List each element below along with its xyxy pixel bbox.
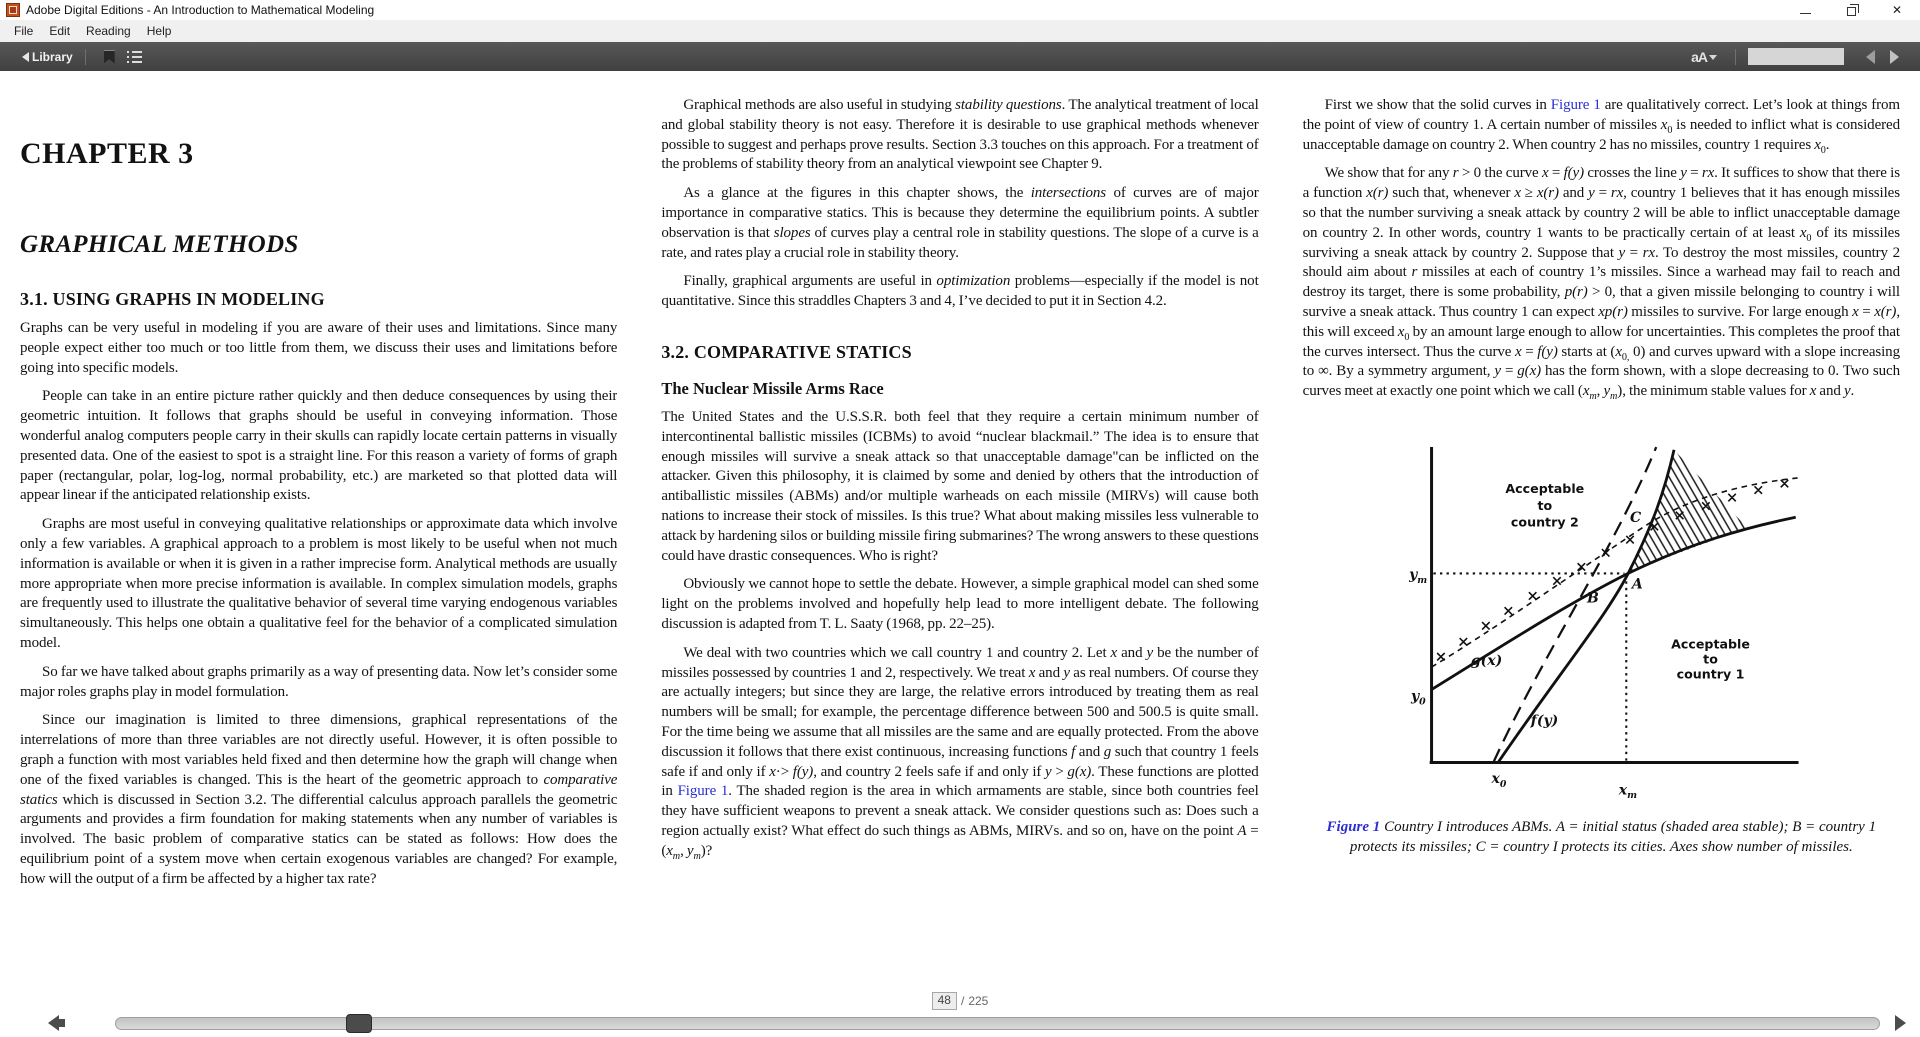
page-forward-arrow[interactable] — [1895, 1015, 1906, 1031]
bookmark-button[interactable] — [98, 44, 121, 70]
figure-1-plot — [1381, 416, 1821, 807]
figure-link[interactable]: Figure 1 — [1326, 818, 1381, 835]
slider-bar — [0, 1012, 1920, 1037]
menu-edit[interactable]: Edit — [49, 24, 71, 38]
menu-help[interactable]: Help — [146, 24, 172, 38]
heading: GRAPHICAL METHODS — [20, 231, 299, 258]
figure-1-svg — [1381, 416, 1821, 802]
paragraph: We deal with two countries which we call country 1 and country 2. Let x and y be the number of missiles possessed by countries 1 and 2, respectively. We treat x and y as real numbers. Of course they are actually integers; but since they are large, the relative errors introduced by treating them as real numbers will be small; for example, the percentage difference between 500 and 500.5 is quite small. For the time being we assume that all missiles are the same and are equally protected. From the above discussion it follows that there exist continuous, increasing functions f and g such that country 1 feels safe if and only if x·> f(y), and country 2 feels safe if and only if y > g(x). These functions are plotted in Figure 1. The shaded region is the area in which armaments are stable, since both countries feel they have sufficient weapons to prevent a sneak attack. We consider questions such as: Does such a region actually exist? What effect do such things as ABMs, MIRVs. and so on, have on the point $A = (x_m$, $y_m$)? — [661, 644, 1259, 862]
heading: 3.2. COMPARATIVE STATICS — [661, 341, 912, 362]
paragraph: As a glance at the figures in this chapter shows, the intersections of curves are of major importance in comparative statics. This is because they determine the equilibrium points. A subtler observation is that slopes of curves play a central role in stability questions. The slope of a curve is a rate, and rates play a crucial role in stability theory. — [661, 185, 1259, 261]
heading: The Nuclear Missile Arms Race — [661, 378, 884, 398]
paragraph: Graphs can be very useful in modeling if you are aware of their uses and limitations. Since many people expect either too much or too little from them, we discuss their uses and limitations before going into specific models. — [20, 320, 618, 376]
f-curve-label: f(y) — [1531, 713, 1559, 730]
figure-link[interactable]: Figure 1 — [1550, 97, 1601, 113]
paragraph: We show that for any r > 0 the curve x = f(y) crosses the line y = rx. It suffices to show that there is a function x(r) such that, whenever x ≥ x(r) and y = rx, country 1 believes that it has enough missiles so that the number surviving a sneak attack by country 2 will be able to inflict unacceptable damage on country 2. In other words, country 1 wants to be practically certain of at least $x_0$ of its missiles surviving a sneak attack by country 2. Suppose that y = rx. To destroy the most missiles, country 2 should aim about r missiles at each of country 1’s missiles. Since a warhead may fail to reach and destroy its target, there is some probability, p(r) > 0, that a given missile belonging to country i will survive a sneak attack. Thus country 1 can expect xp(r) missiles to survive. For large enough x = x(r), this will exceed $x_0$ by an amount large enough to allow for uncertainties. This completes the proof that the curves intersect. Thus the curve x = f(y) starts at ($x_{0,}$ 0) and curves upward with a slope increasing to ∞. By a symmetry argument, y = g(x) has the form shown, with a slope decreasing to 0. Two such curves meet at exactly one point which we call ($x_m$, $y_m$), the minimum stable values for x and y. — [1302, 165, 1900, 403]
page-separator: / — [960, 994, 965, 1008]
app-icon-glyph — [9, 6, 17, 14]
figure-link[interactable]: Figure 1 — [677, 783, 729, 800]
paragraph: Obviously we cannot hope to settle the debate. However, a simple graphical model can shed some light on the problems involved and hopefully help lead to more intelligent debate. The following discussion is adapted from T. L. Saaty (1968, pp. 22–25). — [661, 576, 1259, 632]
paragraph: Since our imagination is limited to three dimensions, graphical representations of the interrelations of more than three variables are not directly useful. However, it is often possible to graph a function with most variables held fixed and then determine how the graph will change when one of the fixed variables is changed. This is the heart of the geometric approach to comparative statics which is discussed in Section 3.2. The differential calculus approach parallels the geometric arguments and provides a firm foundation for making statements when any number of variables is involved. The basic problem of comparative statics can be stated as follows: How does the equilibrium point of a system move when certain exogenous variables are changed? For example, how will the output of a firm be affected by a higher tax rate? — [20, 712, 618, 887]
acceptable-country1-label: Acceptable — [1671, 636, 1751, 652]
svg-text:country 2: country 2 — [1511, 514, 1580, 530]
menu-file[interactable]: File — [14, 24, 34, 38]
page-bar — [0, 990, 1920, 1012]
close-button[interactable] — [1874, 0, 1920, 20]
chevron-down-icon — [1709, 55, 1717, 64]
page-total: 225 — [968, 994, 989, 1008]
paragraph: First we show that the solid curves in Figure 1 are qualitatively correct. Let’s look at things from the point of view of country 1. A certain number of missiles $x_0$ is needed to inflict what is considered unacceptable damage on country 2. When country 2 has no missiles, country 1 requires $x_0$. — [1302, 97, 1900, 156]
menu-bar — [0, 20, 1920, 42]
search-input[interactable] — [1748, 48, 1844, 65]
library-button[interactable] — [22, 50, 73, 64]
minimize-button[interactable] — [1782, 0, 1828, 20]
text-column-3 — [1303, 87, 1900, 990]
paragraph: So far we have talked about graphs primarily as a way of presenting data. Now let’s consider some major roles graphs play in model formulation. — [20, 663, 618, 700]
paragraph: Graphs are most useful in conveying qualitative relationships or approximate data which involve only a few variables. A graphical approach to a problem is most likely to be useful when not much information is available or when it is given in a rather imprecise form. Analytical methods are usually more appropriate when more precise information is available. In complex simulation models, graphs are frequently used to illustrate the qualitative behavior of several time varying endogenous variables simultaneously. This helps one obtain a qualitative feel for the behavior of a complicated simulation model. — [20, 516, 618, 651]
chevron-left-icon — [1866, 50, 1875, 64]
bookmark-icon — [104, 50, 115, 64]
window-controls — [1782, 0, 1920, 20]
page-slider-track[interactable] — [115, 1017, 1880, 1030]
minimize-icon — [1800, 13, 1811, 14]
app-icon — [6, 3, 20, 17]
chevron-right-icon — [1890, 50, 1899, 64]
window-title: Adobe Digital Editions - An Introduction to Mathematical Modeling — [26, 3, 375, 17]
library-button-label: Library — [32, 49, 73, 64]
figure-caption: Figure 1 Country I introduces ABMs. A = initial status (shaded area stable); B = country 1 protects its missiles; C = country I protects its cities. Axes show number of missiles. — [1326, 818, 1877, 856]
font-size-button[interactable] — [1685, 44, 1723, 70]
page-number-input[interactable]: 48 — [932, 992, 957, 1009]
font-size-icon: aA — [1691, 48, 1707, 65]
toc-list-icon — [127, 51, 142, 63]
y0-axis-label: $y_0$ — [1411, 688, 1426, 708]
point-c-label: C — [1630, 509, 1642, 526]
close-icon: ✕ — [1891, 3, 1903, 17]
menu-reading[interactable]: Reading — [86, 24, 131, 38]
point-b-label: B — [1587, 590, 1600, 607]
prev-page-button[interactable] — [1858, 45, 1882, 69]
text-column-2 — [661, 87, 1258, 990]
xm-axis-label: $x_m$ — [1619, 782, 1638, 802]
svg-text:country 1: country 1 — [1676, 666, 1745, 682]
paragraph: Graphical methods are also useful in studying stability questions. The analytical treatment of local and global stability theory is not easy. Therefore it is desirable to use graphical methods whenever possible to suggest and perhaps prove results. Section 3.3 touches on this approach. For a treatment of the problems of stability theory from an analytical viewpoint see Chapter 9. — [661, 97, 1259, 173]
restore-button[interactable] — [1828, 0, 1874, 20]
restore-icon — [1847, 7, 1856, 16]
svg-text:to: to — [1537, 497, 1553, 513]
arrow-left-icon — [48, 1015, 59, 1031]
x0-axis-label: $x_0$ — [1491, 771, 1507, 790]
toc-button[interactable] — [121, 44, 148, 70]
paragraph: People can take in an entire picture rather quickly and then deduce consequences by using their geometric intuition. It follows that graphs should be useful in conveying information. Those wonderful analog computers people carry in their skulls can rapidly locate certain patterns in visually presented data. One of the easiest to spot is a straight line. For this reason a variety of forms of graph paper (rectangular, polar, log-log, normal probability, etc.) are marketed so that plotted data will appear linear if the anticipated relationship exists. — [20, 388, 618, 504]
ym-axis-label: $y_m$ — [1409, 566, 1428, 586]
toolbar — [0, 42, 1920, 71]
paragraph: The United States and the U.S.S.R. both feel that they require a certain minimum number of intercontinental ballistic missiles (ICBMs) to avoid “nuclear blackmail.” The idea is to ensure that enough missiles will survive a sneak attack so that unacceptable damage"can be inflicted on the attacker. Given this philosophy, it is claimed by some and denied by others that the introduction of antiballistic missiles (ABMs) and/or multiple warheads on each missile (MIRVs) will cause both nations to increase their stock of missiles. Is this true? What about making missiles less vulnerable to attack by hardening silos or building missile firing submarines? The wrong answers to these questions could have drastic consequences. Who is right? — [661, 408, 1259, 564]
heading: 3.1. USING GRAPHS IN MODELING — [20, 289, 325, 309]
point-a-label: A — [1632, 576, 1644, 593]
back-arrow-icon — [22, 52, 29, 62]
heading: CHAPTER 3 — [20, 137, 194, 170]
title-bar — [0, 0, 1920, 20]
text-column-1 — [20, 87, 617, 990]
paragraph: Finally, graphical arguments are useful in optimization problems—especially if the model is not quantitative. Since this straddles Chapters 3 and 4, I’ve decided to put it in Section 4.2. — [661, 273, 1259, 310]
toolbar-divider — [85, 49, 86, 65]
book-page — [0, 71, 1920, 990]
acceptable-country2-label: Acceptable — [1505, 480, 1585, 496]
g-curve-label: g(x) — [1471, 653, 1503, 670]
x-curve-markers — [1437, 480, 1788, 661]
toolbar-divider-2 — [1735, 49, 1736, 65]
next-page-button[interactable] — [1882, 45, 1906, 69]
page-back-arrow[interactable] — [48, 1015, 70, 1031]
f-curve — [1498, 450, 1674, 763]
svg-text:to: to — [1703, 651, 1719, 667]
page-slider-thumb[interactable] — [346, 1014, 372, 1033]
